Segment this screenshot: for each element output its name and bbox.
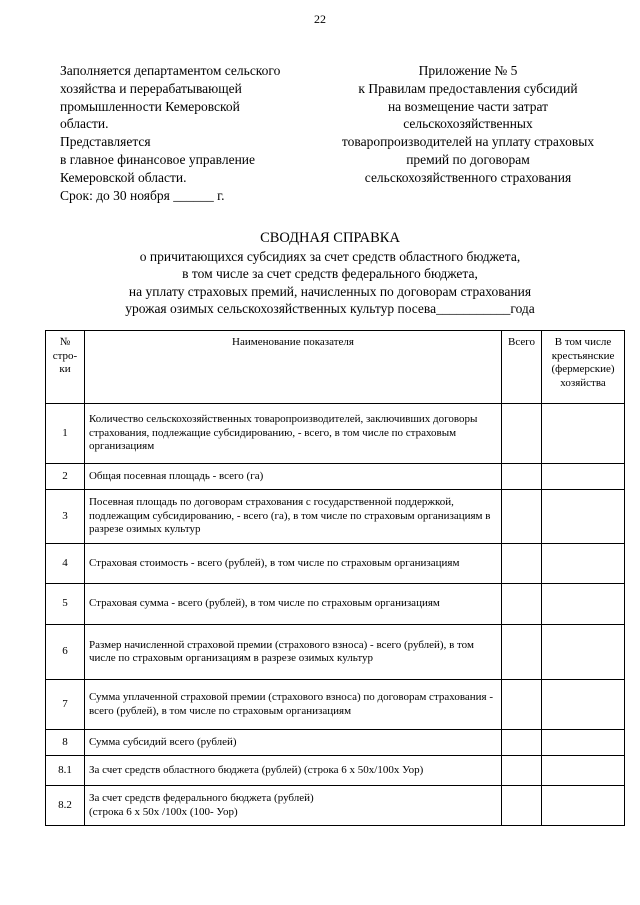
farm-value-cell[interactable]: [542, 625, 625, 680]
farm-value-cell[interactable]: [542, 464, 625, 490]
submission-line: Кемеровской области.: [60, 169, 187, 185]
header-farms: В том числе крестьянские (фермерские) хозяйства: [542, 331, 625, 404]
farm-value-cell[interactable]: [542, 404, 625, 464]
table-row: [46, 490, 625, 544]
row-number: 3: [46, 490, 85, 544]
indicator-name: Посевная площадь по договорам страхования с государственной поддержкой, подлежащим субсидированию, - всего (га), в том числе по страховым организациям в разрезе озимых культур: [84, 490, 501, 544]
table-row: [46, 680, 625, 730]
indicator-name: Сумма уплаченной страховой премии (страхового взноса) по договорам страхования - всего (рублей), в том числе по страховым организациям: [84, 680, 501, 730]
indicator-name: Страховая стоимость - всего (рублей), в том числе по страховым организациям: [84, 544, 501, 584]
indicator-name: Количество сельскохозяйственных товаропроизводителей, заключивших договоры страхования, подлежащие субсидированию, - всего, в том числе по страховым организациям: [84, 404, 501, 464]
farm-value-cell[interactable]: [542, 786, 625, 826]
appendix-line: премий по договорам: [406, 151, 530, 167]
farm-value-cell[interactable]: [542, 730, 625, 756]
row-number: 7: [46, 680, 85, 730]
table-row: [46, 584, 625, 625]
submission-line: области.: [60, 116, 109, 132]
title-line: в том числе за счет средств федерального бюджета,: [182, 266, 478, 282]
row-number: 6: [46, 625, 85, 680]
appendix-info: [318, 62, 618, 187]
row-number: 1: [46, 404, 85, 464]
submission-line: Представляется: [60, 134, 151, 150]
title-line: о причитающихся субсидиях за счет средств областного бюджета,: [139, 248, 521, 264]
submission-line: хозяйства и перерабатывающей: [60, 80, 242, 96]
indicator-name: Размер начисленной страховой премии (страхового взноса) - всего (рублей), в том числе по страховым организациям в разрезе озимых культур: [84, 625, 501, 680]
header-indicator-name: Наименование показателя: [84, 331, 501, 404]
total-value-cell[interactable]: [502, 680, 542, 730]
appendix-line: сельскохозяйственного страхования: [364, 169, 572, 185]
total-value-cell[interactable]: [502, 730, 542, 756]
row-number: 8: [46, 730, 85, 756]
document-title-block: [60, 230, 600, 318]
title-line: на уплату страховых премий, начисленных по договорам страхования: [128, 283, 532, 299]
table-row: [46, 464, 625, 490]
total-value-cell[interactable]: [502, 464, 542, 490]
table-body: [46, 404, 625, 826]
table-row: [46, 786, 625, 826]
total-value-cell[interactable]: [502, 625, 542, 680]
appendix-number: Приложение № 5: [418, 63, 518, 78]
report-table: [45, 330, 625, 826]
total-value-cell[interactable]: [502, 584, 542, 625]
indicator-name: Страховая сумма - всего (рублей), в том числе по страховым организациям: [84, 584, 501, 625]
table-row: [46, 404, 625, 464]
farm-value-cell[interactable]: [542, 680, 625, 730]
submission-info: [60, 62, 330, 204]
deadline-line: Срок: до 30 ноября ______ г.: [60, 187, 225, 203]
row-number: 5: [46, 584, 85, 625]
total-value-cell[interactable]: [502, 490, 542, 544]
indicator-name: За счет средств областного бюджета (рублей) (строка 6 х 50х/100х Уор): [84, 756, 501, 786]
farm-value-cell[interactable]: [542, 756, 625, 786]
appendix-line: на возмещение части затрат: [387, 98, 549, 114]
row-number: 2: [46, 464, 85, 490]
row-number: 4: [46, 544, 85, 584]
total-value-cell[interactable]: [502, 404, 542, 464]
header-total: Всего: [502, 331, 542, 404]
indicator-name: Сумма субсидий всего (рублей): [84, 730, 501, 756]
submission-line: промышленности Кемеровской: [60, 98, 240, 114]
farm-value-cell[interactable]: [542, 544, 625, 584]
indicator-name: Общая посевная площадь - всего (га): [84, 464, 501, 490]
submission-line: Заполняется департаментом сельского: [60, 63, 281, 78]
table-row: [46, 730, 625, 756]
total-value-cell[interactable]: [502, 786, 542, 826]
farm-value-cell[interactable]: [542, 584, 625, 625]
submission-line: в главное финансовое управление: [60, 151, 256, 167]
table-row: [46, 756, 625, 786]
row-number: 8.2: [46, 786, 85, 826]
header-row-number: № стро-ки: [46, 331, 85, 404]
appendix-line: к Правилам предоставления субсидий: [358, 80, 578, 96]
total-value-cell[interactable]: [502, 544, 542, 584]
appendix-line: сельскохозяйственных: [403, 116, 533, 132]
appendix-line: товаропроизводителей на уплату страховых: [341, 134, 595, 150]
table-row: [46, 544, 625, 584]
indicator-name: За счет средств федерального бюджета (рублей) (строка 6 х 50х /100х (100- Уор): [84, 786, 501, 826]
document-title: СВОДНАЯ СПРАВКА: [260, 230, 400, 246]
title-line: урожая озимых сельскохозяйственных культур посева___________года: [125, 301, 535, 317]
page-number: 22: [314, 12, 326, 26]
row-number: 8.1: [46, 756, 85, 786]
table-row: [46, 625, 625, 680]
total-value-cell[interactable]: [502, 756, 542, 786]
farm-value-cell[interactable]: [542, 490, 625, 544]
